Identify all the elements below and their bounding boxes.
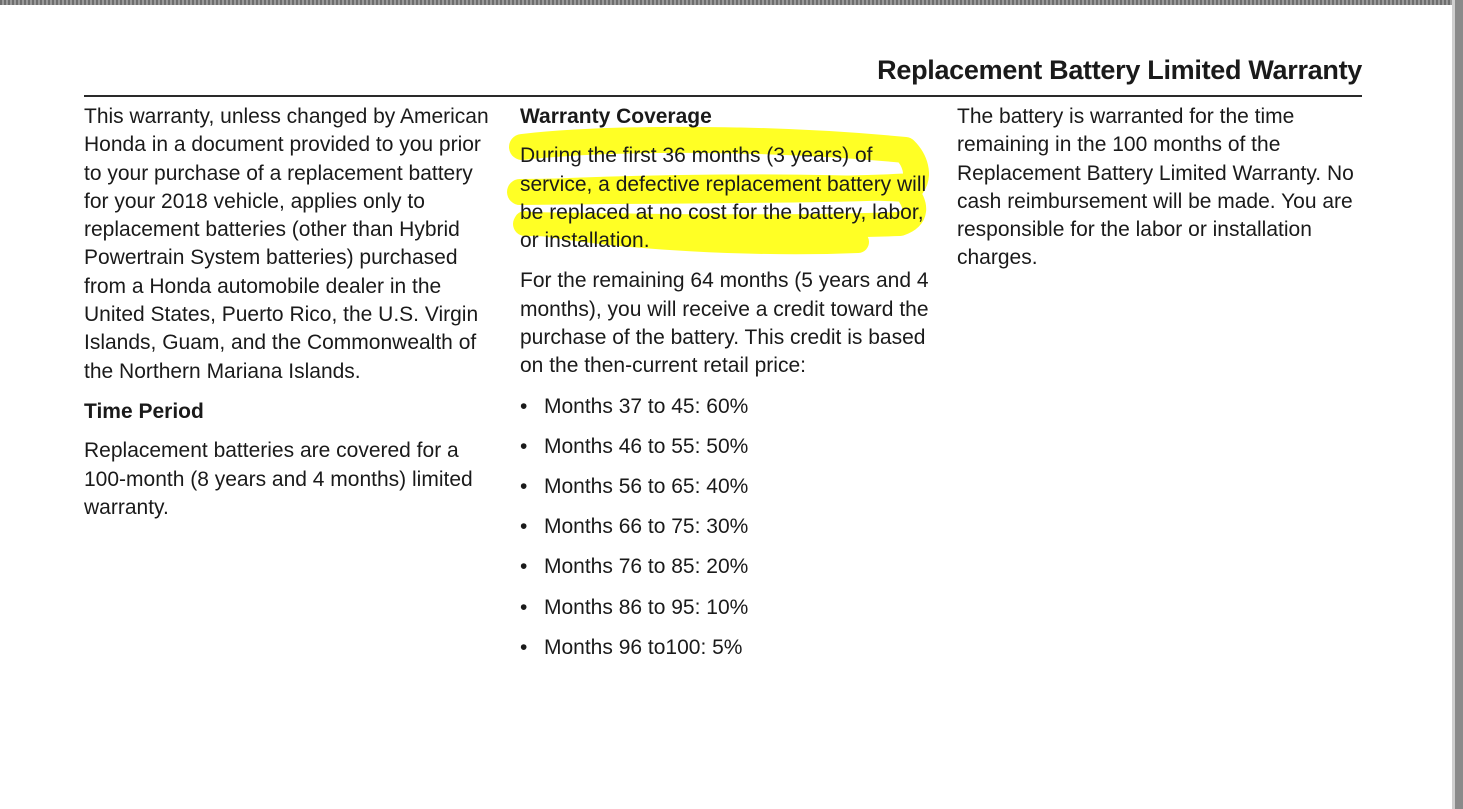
time-period-heading: Time Period [84, 399, 204, 423]
title-rule [84, 95, 1362, 97]
column-middle [520, 103, 940, 674]
credit-schedule-list [520, 393, 940, 674]
bullet-icon: • [520, 595, 528, 619]
credit-paragraph: For the remaining 64 months (5 years and 4 months), you will receive a credit toward the purchase of the battery. This credit is based on the then-current retail price: [520, 269, 929, 378]
warranty-coverage-heading: Warranty Coverage [520, 105, 712, 128]
schedule-text: Months 56 to 65: 40% [544, 475, 749, 499]
column-left [84, 103, 494, 522]
time-period-paragraph: Replacement batteries are covered for a 100-month (8 years and 4 months) limited warranty. [84, 439, 473, 519]
schedule-text: Months 66 to 75: 30% [544, 515, 749, 539]
bullet-icon: • [520, 635, 528, 659]
schedule-text: Months 46 to 55: 50% [544, 434, 749, 458]
list-item [520, 634, 940, 674]
right-paragraph: The battery is warranted for the time remaining in the 100 months of the Replacement Battery Limited Warranty. No cash reimbursement will be made. You are responsible for the labor or installation charges. [957, 105, 1354, 270]
schedule-text: Months 76 to 85: 20% [544, 555, 749, 579]
list-item [520, 513, 940, 553]
list-item [520, 594, 940, 634]
list-item [520, 433, 940, 473]
bullet-icon: • [520, 515, 528, 539]
list-item [520, 473, 940, 513]
bullet-icon: • [520, 475, 528, 499]
coverage-paragraph: During the first 36 months (3 years) of service, a defective replacement battery will be replaced at no cost for the battery, labor, or installation. [520, 144, 927, 253]
list-item [520, 553, 940, 593]
column-right [957, 103, 1377, 273]
bullet-icon: • [520, 555, 528, 579]
window-right-border [1455, 0, 1463, 809]
page-title: Replacement Battery Limited Warranty [877, 55, 1362, 85]
schedule-text: Months 96 to100: 5% [544, 635, 743, 659]
window-top-border [0, 0, 1463, 5]
schedule-text: Months 37 to 45: 60% [544, 394, 749, 418]
schedule-text: Months 86 to 95: 10% [544, 595, 749, 619]
intro-paragraph: This warranty, unless changed by American Honda in a document provided to you prior to your purchase of a replacement battery for your 2018 vehicle, applies only to replacement batteries (other than Hybrid Powertrain System batteries) purchased from a Honda automobile dealer in the United States, Puerto Rico, the U.S. Virgin Islands, Guam, and the Commonwealth of the Northern Mariana Islands. [84, 105, 489, 383]
list-item [520, 393, 940, 433]
bullet-icon: • [520, 394, 528, 418]
bullet-icon: • [520, 434, 528, 458]
